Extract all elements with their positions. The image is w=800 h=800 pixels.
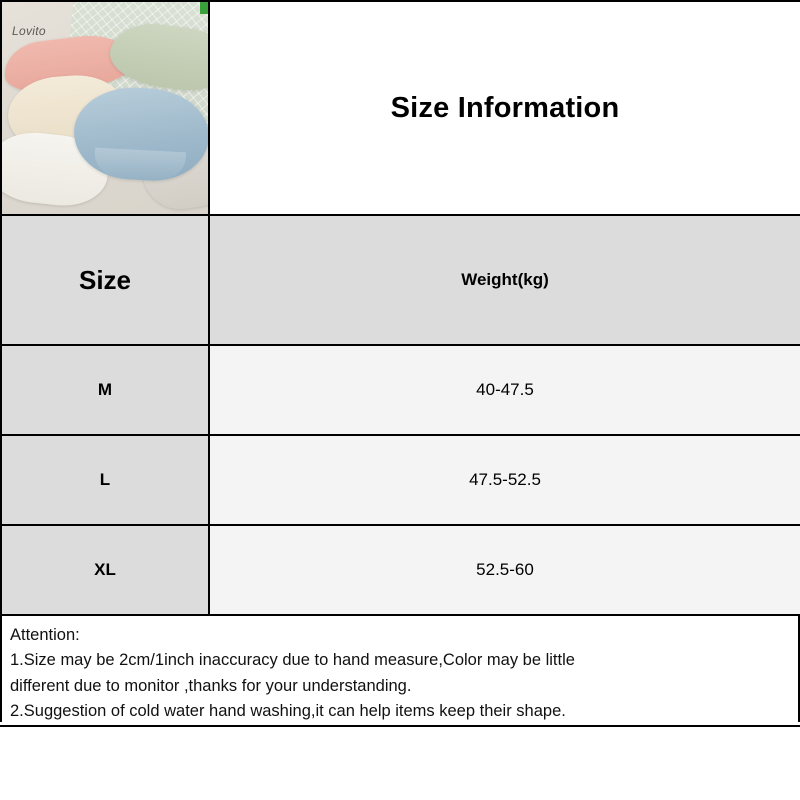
title-cell <box>209 1 800 215</box>
cell-weight-xl: 52.5-60 <box>209 525 800 615</box>
product-photo <box>2 2 208 214</box>
cell-size-m: M <box>1 345 209 435</box>
table-row <box>1 435 800 525</box>
cell-size-l: L <box>1 435 209 525</box>
brand-watermark: Lovito <box>12 24 46 38</box>
table-row-top <box>1 1 800 215</box>
column-header-size: Size <box>1 215 209 345</box>
cell-size-xl: XL <box>1 525 209 615</box>
cell-weight-l: 47.5-52.5 <box>209 435 800 525</box>
attention-note <box>0 616 800 722</box>
green-corner-marker <box>200 2 208 14</box>
attention-line-3: 2.Suggestion of cold water hand washing,it can help items keep their shape. <box>10 701 566 720</box>
product-photo-cell <box>1 1 209 215</box>
footer-whitespace <box>0 727 800 785</box>
attention-heading: Attention: <box>10 626 80 644</box>
cell-weight-m: 40-47.5 <box>209 345 800 435</box>
attention-line-2: different due to monitor ,thanks for your understanding. <box>10 676 412 695</box>
attention-line-1: 1.Size may be 2cm/1inch inaccuracy due to hand measure,Color may be little <box>10 651 575 670</box>
table-row <box>1 525 800 615</box>
column-header-weight: Weight(kg) <box>209 215 800 345</box>
page-title: Size Information <box>390 91 620 124</box>
table-row <box>1 345 800 435</box>
table-header-row <box>1 215 800 345</box>
